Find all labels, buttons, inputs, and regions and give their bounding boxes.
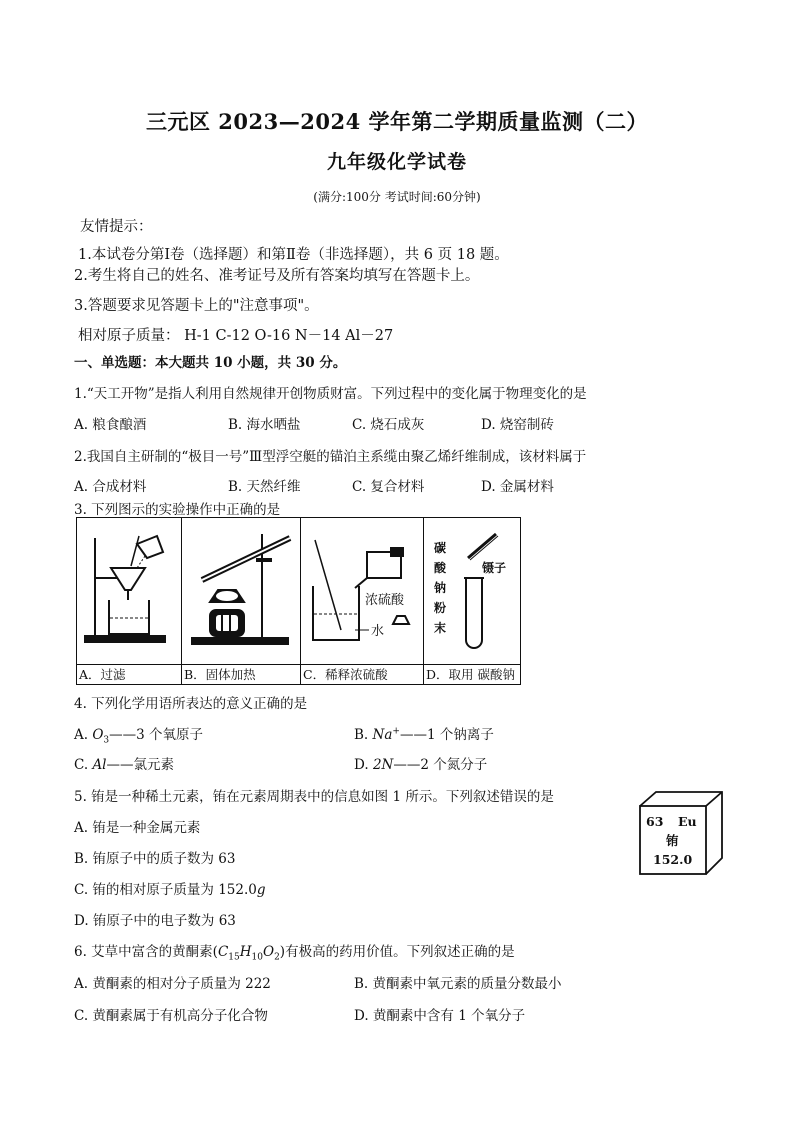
q4-option-d: D. 2N——2 个氮分子 bbox=[354, 757, 488, 773]
label-water: 水 bbox=[371, 624, 385, 639]
tip-1: 1.本试卷分第Ⅰ卷（选择题）和第Ⅱ卷（非选择题），共 6 页 18 题。 bbox=[78, 247, 509, 263]
label-conc-acid: 浓硫酸 bbox=[365, 593, 405, 608]
figure-dilute-acid bbox=[301, 518, 424, 665]
element-name: 铕 bbox=[666, 833, 679, 848]
label-tweezers: 镊子 bbox=[482, 561, 507, 575]
q1-option-a: A. 粮食酿酒 bbox=[74, 417, 147, 433]
figure-solid-heating bbox=[182, 518, 301, 665]
figure-filtration bbox=[77, 518, 182, 665]
q6-option-c: C. 黄酮素属于有机高分子化合物 bbox=[74, 1008, 268, 1024]
dilution-illustration bbox=[301, 518, 423, 660]
q1-option-b: B. 海水晒盐 bbox=[228, 417, 301, 433]
tips-heading: 友情提示： bbox=[80, 219, 153, 235]
q2-option-c: C. 复合材料 bbox=[352, 479, 425, 495]
q6-option-d: D. 黄酮素中含有 1 个氧分子 bbox=[354, 1008, 526, 1024]
label-powder-3: 钠 bbox=[434, 581, 447, 595]
exam-info: (满分:100分 考试时间:60分钟) bbox=[313, 190, 481, 204]
q5-option-d: D. 铕原子中的电子数为 63 bbox=[74, 913, 236, 929]
caption-c: C．稀释浓硫酸 bbox=[301, 665, 424, 685]
q6-option-b: B. 黄酮素中氧元素的质量分数最小 bbox=[354, 976, 562, 992]
label-powder-2: 酸 bbox=[434, 561, 447, 575]
q4-option-c: C. Al——氯元素 bbox=[74, 757, 175, 773]
element-number: 63 bbox=[646, 814, 664, 829]
q6-stem: 6. 艾草中富含的黄酮素$(C_{15}H_{10}O_2)$有极高的药用价值。下列叙述正确的是 bbox=[74, 944, 515, 963]
q1-stem: 1.“天工开物”是指人利用自然规律开创物质财富。下列过程中的变化属于物理变化的是 bbox=[74, 386, 587, 402]
label-powder-4: 粉 bbox=[434, 601, 447, 615]
powder-illustration bbox=[424, 518, 520, 660]
q4-option-a: A. $O_3——3$ 个氧原子 bbox=[74, 727, 204, 746]
section-heading: 一、单选题：本大题共 10 小题，共 30 分。 bbox=[74, 355, 347, 371]
q1-option-c: C. 烧石成灰 bbox=[352, 417, 425, 433]
filtration-illustration bbox=[77, 518, 181, 660]
q3-stem: 3. 下列图示的实验操作中正确的是 bbox=[74, 502, 281, 518]
exam-subtitle: 九年级化学试卷 bbox=[326, 151, 467, 173]
q5-option-a: A. 铕是一种金属元素 bbox=[74, 820, 201, 836]
label-powder-5: 末 bbox=[434, 621, 447, 635]
q5-stem: 5. 铕是一种稀土元素，铕在元素周期表中的信息如图 1 所示。下列叙述错误的是 bbox=[74, 789, 554, 805]
europium-element-card bbox=[636, 790, 726, 878]
tip-3: 3.答题要求见答题卡上的"注意事项"。 bbox=[74, 298, 319, 314]
q5-option-b: B. 铕原子中的质子数为 63 bbox=[74, 851, 236, 867]
q4-option-b: B. Na+——1 个钠离子 bbox=[354, 726, 494, 743]
q4-stem: 4. 下列化学用语所表达的意义正确的是 bbox=[74, 696, 308, 712]
element-mass: 152.0 bbox=[653, 852, 693, 867]
element-symbol: Eu bbox=[678, 814, 697, 829]
tip-2: 2.考生将自己的姓名、准考证号及所有答案均填写在答题卡上。 bbox=[74, 268, 480, 284]
q1-option-d: D. 烧窑制砖 bbox=[481, 417, 554, 433]
q2-option-a: A. 合成材料 bbox=[74, 479, 147, 495]
caption-b: B．固体加热 bbox=[182, 665, 301, 685]
q2-option-d: D. 金属材料 bbox=[481, 479, 554, 495]
caption-a: A．过滤 bbox=[77, 665, 182, 685]
q2-option-b: B. 天然纤维 bbox=[228, 479, 301, 495]
atomic-mass: 相对原子质量： H-1 C-12 O-16 N－14 Al－27 bbox=[78, 328, 394, 344]
q3-figure-table bbox=[76, 517, 521, 685]
q2-stem: 2.我国自主研制的“极目一号”Ⅲ型浮空艇的锚泊主系缆由聚乙烯纤维制成，该材料属于 bbox=[74, 449, 587, 465]
label-powder-1: 碳 bbox=[434, 541, 447, 555]
q5-option-c: C. 铕的相对原子质量为 152.0g bbox=[74, 882, 266, 898]
exam-title: 三元区 2023—2024 学年第二学期质量监测（二） bbox=[145, 109, 648, 134]
figure-take-powder bbox=[424, 518, 521, 665]
caption-d: D．取用 碳酸钠 bbox=[424, 665, 521, 685]
heating-illustration bbox=[182, 518, 300, 660]
q6-option-a: A. 黄酮素的相对分子质量为 222 bbox=[74, 976, 271, 992]
